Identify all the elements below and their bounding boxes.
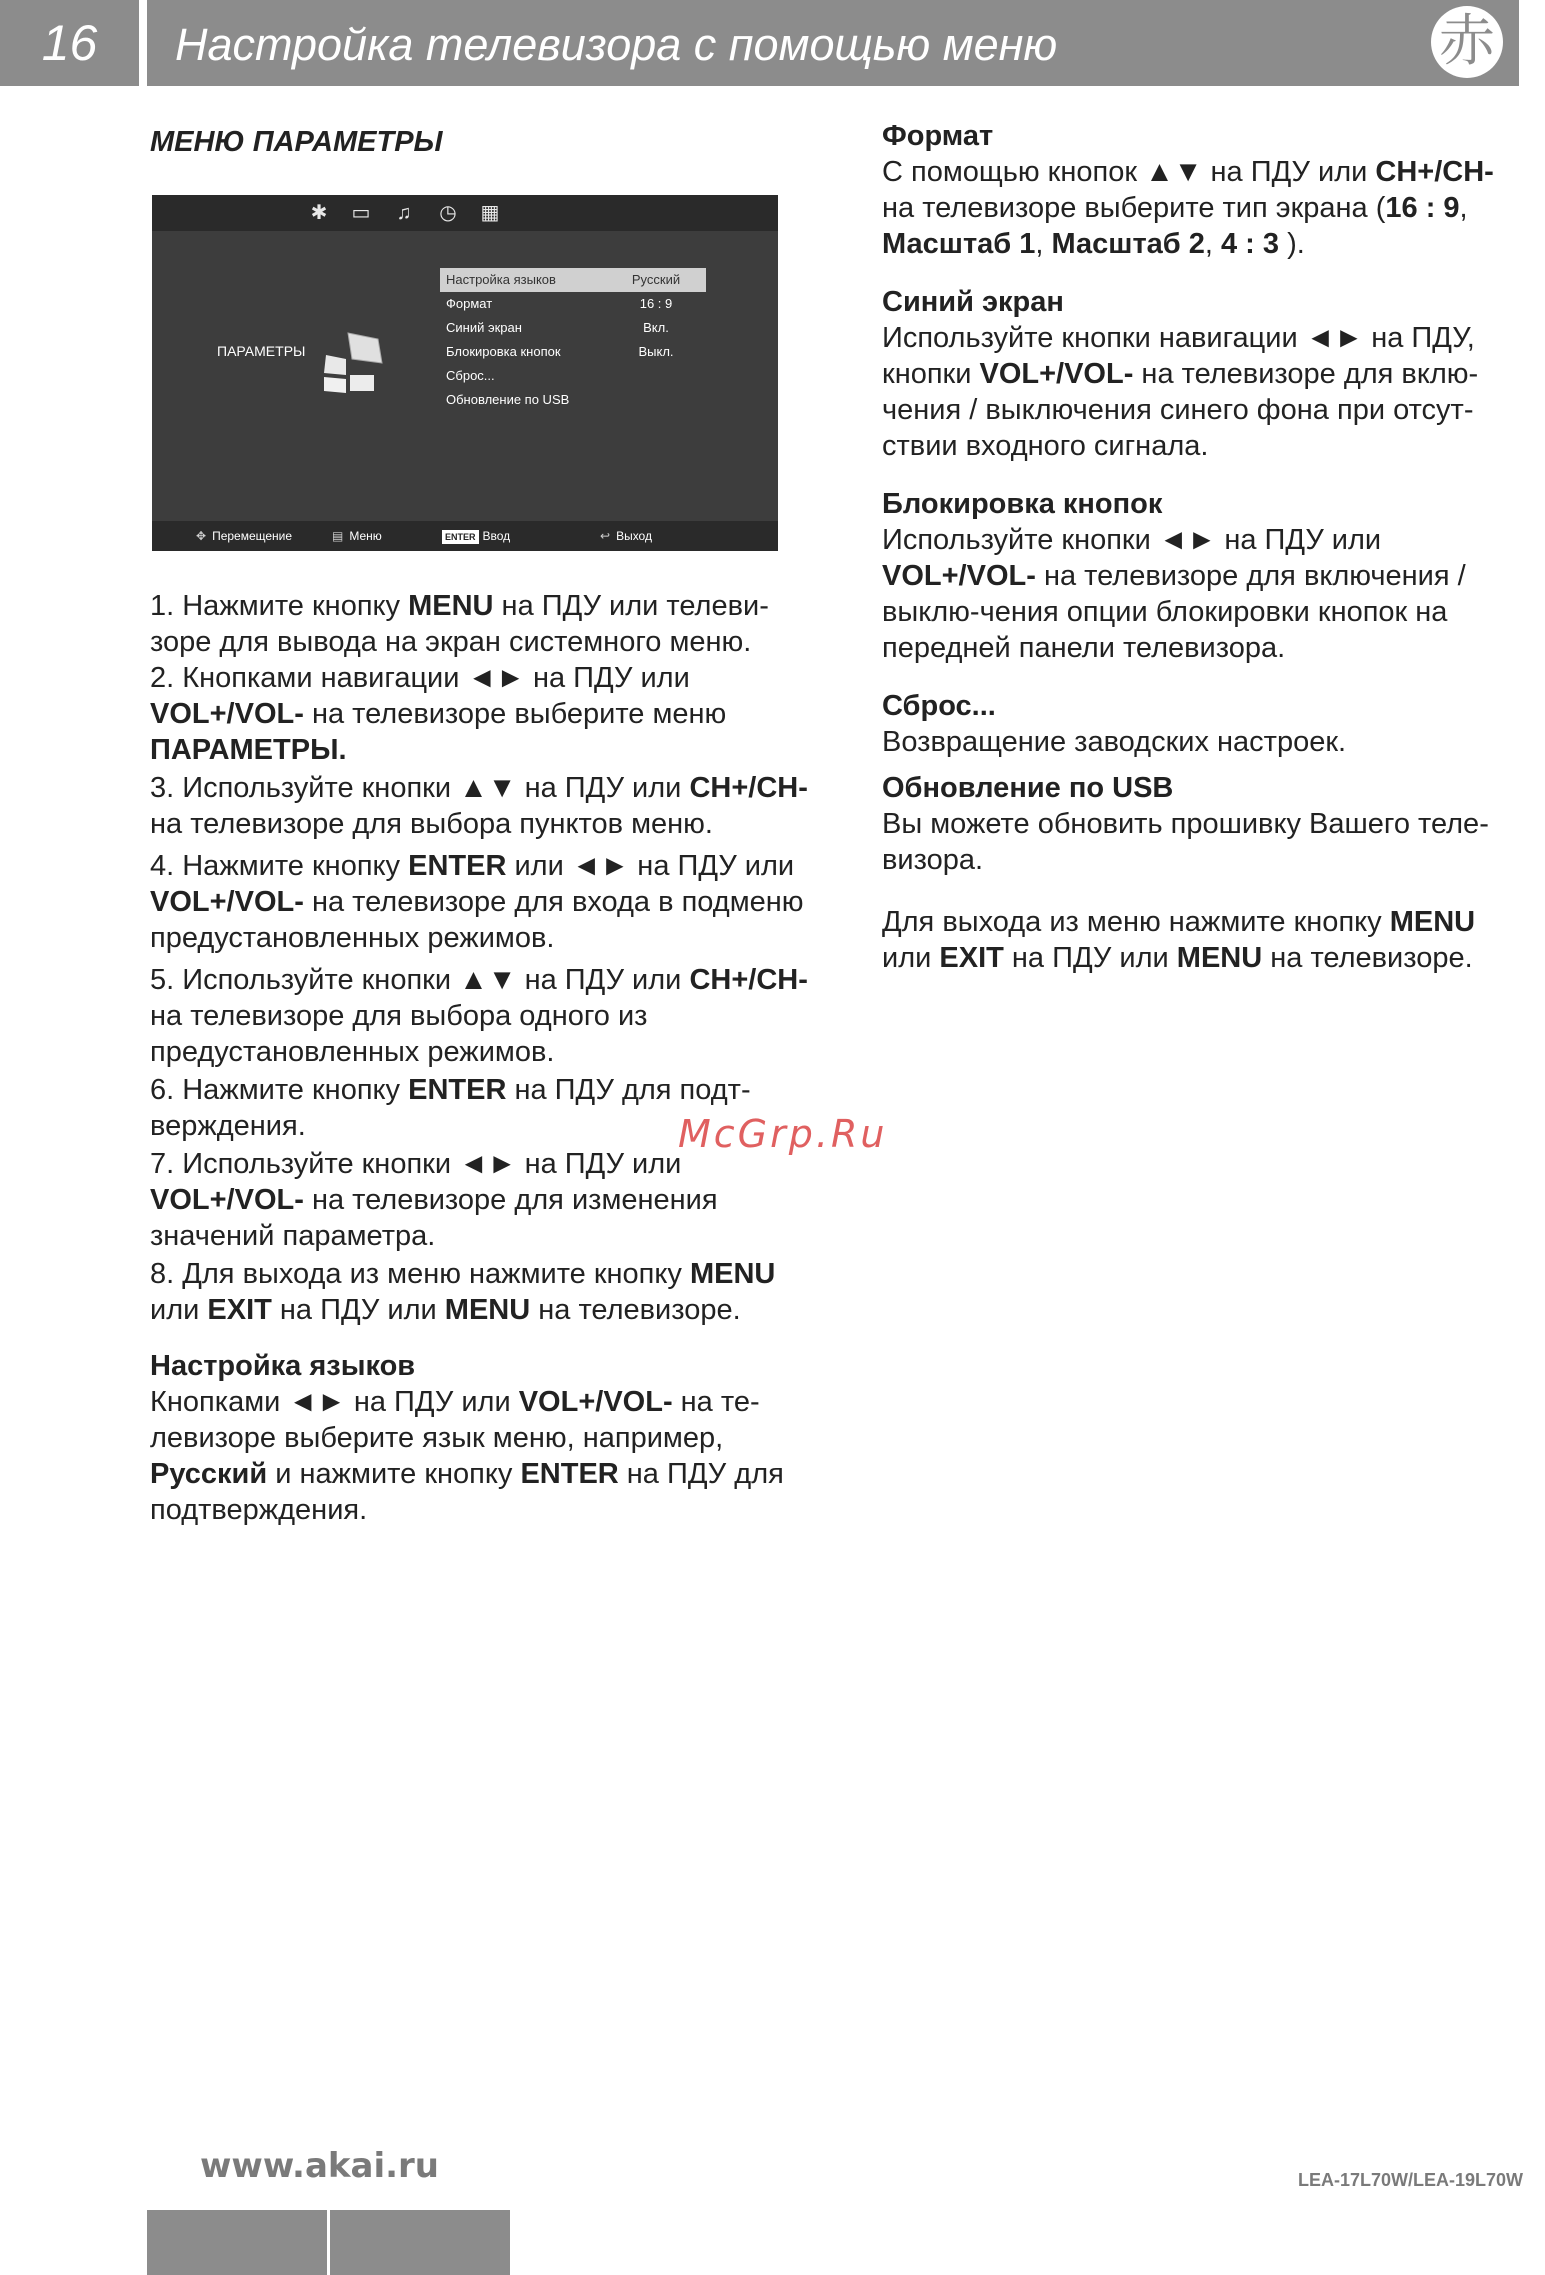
- usb-section: [882, 770, 1522, 878]
- footer-bar: [330, 2210, 510, 2275]
- tv-menu-hintbar: [152, 521, 778, 551]
- page-title: Настройка телевизора с помощью меню: [175, 19, 1058, 70]
- tv-menu-row-label: Синий экран: [446, 320, 522, 335]
- list-item: 8. Для выхода из меню нажмите кнопку MENU или EXIT на ПДУ или MENU на телевизоре.: [150, 1258, 776, 1326]
- enter-key-icon: ENTER: [442, 530, 479, 544]
- left-column: [150, 118, 830, 160]
- tv-menu-row[interactable]: [440, 292, 706, 316]
- brand-logo-icon: 赤: [1431, 6, 1503, 78]
- tv-menu-row[interactable]: [440, 268, 706, 292]
- list-item: 4. Нажмите кнопку ENTER или ◄► на ПДУ или VOL+/VOL- на телевизоре для входа в подменю предустановленных режимов.: [150, 850, 804, 954]
- tv-menu-screenshot: [152, 195, 778, 551]
- tv-menu-row[interactable]: [440, 316, 706, 340]
- right-column: [882, 118, 1522, 976]
- tv-menu-row-value: Русский: [631, 272, 681, 287]
- page-number: 16: [0, 0, 139, 86]
- music-icon: ♫: [396, 202, 412, 224]
- parameters-icon: [320, 325, 390, 395]
- menu-hint: [332, 521, 382, 551]
- key-lock-section: [882, 486, 1522, 666]
- grid-icon: ▦: [480, 202, 500, 224]
- list-item: 2. Кнопками навигации ◄► на ПДУ или VOL+/VOL- на телевизоре выберите меню ПАРАМЕТРЫ.: [150, 662, 727, 766]
- list-item: 7. Используйте кнопки ◄► на ПДУ или VOL+/VOL- на телевизоре для изменения значений параметра.: [150, 1148, 718, 1252]
- enter-hint-label: Ввод: [482, 529, 511, 543]
- list-item: 5. Используйте кнопки ▲▼ на ПДУ или CH+/CH- на телевизоре для выбора одного из предустановленных режимов.: [150, 964, 808, 1068]
- format-section: [882, 118, 1522, 262]
- blue-screen-text: Используйте кнопки навигации ◄► на ПДУ, кнопки VOL+/VOL- на телевизоре для вклю-чения / выключения синего фона при отсут-ствии входного сигнала.: [882, 322, 1479, 462]
- key-lock-title: Блокировка кнопок: [882, 488, 1163, 520]
- move-hint-label: Перемещение: [212, 529, 293, 543]
- section-title: МЕНЮ ПАРАМЕТРЫ: [150, 126, 443, 158]
- tv-menu-row-label: Формат: [446, 296, 493, 311]
- usb-title: Обновление по USB: [882, 772, 1174, 804]
- language-title: Настройка языков: [150, 1350, 416, 1382]
- title-bar: [147, 0, 1519, 86]
- tv-menu-row[interactable]: [440, 388, 706, 412]
- list-item: 3. Используйте кнопки ▲▼ на ПДУ или CH+/CH- на телевизоре для выбора пунктов меню.: [150, 772, 808, 840]
- tv-menu-row-label: Блокировка кнопок: [446, 344, 561, 359]
- reset-section: [882, 688, 1522, 760]
- format-text: С помощью кнопок ▲▼ на ПДУ или CH+/CH- на телевизоре выберите тип экрана (16 : 9, Масштаб 1, Масштаб 2, 4 : 3 ).: [882, 156, 1494, 260]
- exit-hint: [600, 521, 652, 551]
- tv-menu-topbar: [152, 195, 778, 231]
- monitor-icon: ▭: [351, 202, 371, 224]
- blue-screen-section: [882, 284, 1522, 464]
- blue-screen-title: Синий экран: [882, 286, 1064, 318]
- language-section: [150, 1348, 830, 1528]
- menu-icon: ▤: [332, 529, 344, 543]
- page-header: [0, 0, 1545, 86]
- reset-title: Сброс...: [882, 690, 996, 722]
- tv-menu-row-label: Сброс...: [446, 368, 495, 383]
- footer-bar: [147, 2210, 327, 2275]
- tv-menu-row-value: 16 : 9: [639, 296, 673, 311]
- list-item: 6. Нажмите кнопку ENTER на ПДУ для подт-верждения.: [150, 1074, 751, 1142]
- tv-menu-row[interactable]: [440, 340, 706, 364]
- move-hint: [196, 521, 292, 551]
- enter-hint: [442, 521, 510, 551]
- exit-hint-label: Выход: [616, 529, 652, 543]
- reset-text: Возвращение заводских настроек.: [882, 726, 1347, 758]
- exit-note: Для выхода из меню нажмите кнопку MENU или EXIT на ПДУ или MENU на телевизоре.: [882, 906, 1476, 974]
- tv-menu-row-value: Вкл.: [643, 320, 669, 335]
- clock-icon: ◷: [439, 202, 457, 224]
- usb-text: Вы можете обновить прошивку Вашего теле-визора.: [882, 808, 1489, 876]
- footer-model: LEA-17L70W/LEA-19L70W: [1297, 2170, 1523, 2190]
- footer-url[interactable]: www.akai.ru: [200, 2146, 440, 2186]
- format-title: Формат: [882, 120, 994, 152]
- language-text: Кнопками ◄► на ПДУ или VOL+/VOL- на те-левизоре выберите язык меню, например, Русский и нажмите кнопку ENTER на ПДУ для подтверждения.: [150, 1386, 784, 1526]
- menu-hint-label: Меню: [349, 529, 382, 543]
- tv-menu-row-value: Выкл.: [638, 344, 674, 359]
- tv-menu-row[interactable]: [440, 364, 706, 388]
- watermark: McGrp.Ru: [678, 1112, 888, 1156]
- list-item: 1. Нажмите кнопку MENU на ПДУ или телеви-зоре для вывода на экран системного меню.: [150, 590, 769, 658]
- tv-menu-label: ПАРАМЕТРЫ: [217, 343, 306, 359]
- tv-menu-row-label: Обновление по USB: [446, 392, 570, 407]
- tv-menu-row-label: Настройка языков: [446, 272, 556, 287]
- key-lock-text: Используйте кнопки ◄► на ПДУ или VOL+/VOL- на телевизоре для включения / выклю-чения опции блокировки кнопок на передней панели телевизора.: [882, 524, 1466, 664]
- steps-list: [150, 588, 830, 1528]
- move-icon: ✥: [196, 529, 207, 543]
- gear-icon: ✱: [310, 202, 328, 224]
- exit-icon: ↩: [600, 529, 611, 543]
